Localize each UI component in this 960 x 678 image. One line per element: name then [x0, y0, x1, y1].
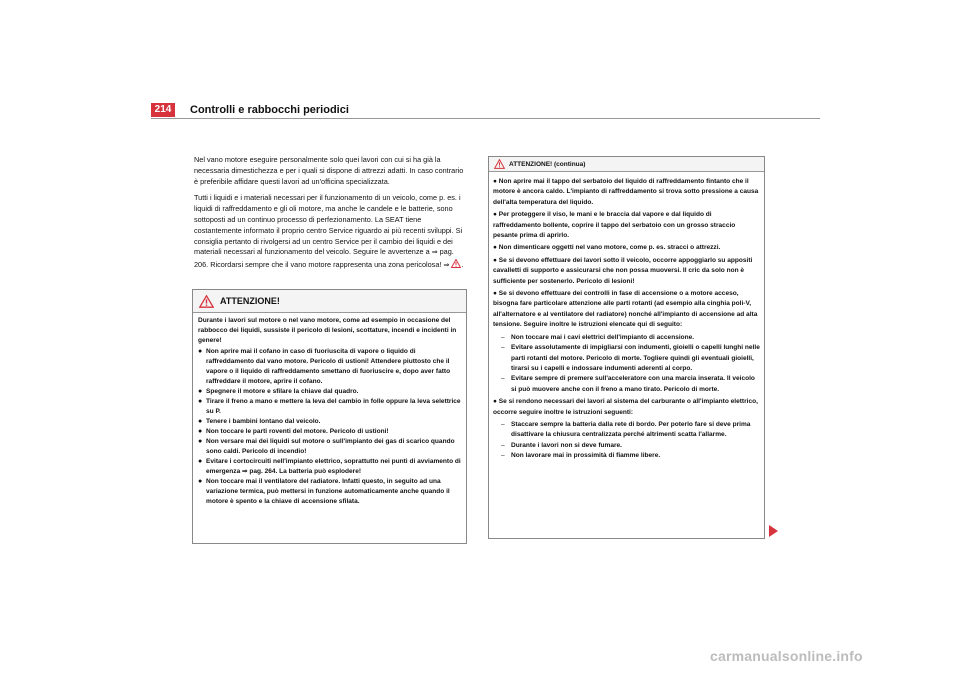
warning-triangle-icon	[199, 295, 214, 308]
warning-sub-item	[493, 451, 760, 461]
warning-sub-text: Non toccare mai i cavi elettrici dell'impianto di accensione.	[511, 333, 695, 341]
page-number: 214	[151, 103, 175, 117]
warning-bullet-text: Non toccare le parti roventi del motore. Pericolo di ustioni!	[206, 428, 389, 435]
bullet-icon: ●	[493, 244, 499, 252]
bullet-icon: ●	[493, 256, 499, 264]
bullet-icon: ●	[198, 348, 203, 355]
arrow-icon: ⇒	[431, 249, 438, 257]
warning-bullet-text: Se si devono effettuare dei lavori sotto il veicolo, occorre appoggiarlo su appositi cavalletti di supporto e assicurarsi che non possa muoversi. Il cric da solo non è sufficiente per sostenerlo. Pericolo di lesioni!	[493, 256, 753, 285]
warning-sub-text: Non lavorare mai in prossimità di fiamme libere.	[511, 452, 661, 460]
intro-text-span: Tutti i liquidi e i materiali necessari per il funzionamento di un veicolo, come p. es. i liquidi di raffreddamento e gli oli motore, ma anche le candele e le batterie, sono sottoposti ad un continuo processo di perfezionamento. La SEAT tiene costantemente informato il proprio centro Service riguardo ai più recenti sviluppi. Si consiglia pertanto di rivolgersi ad un centro Service per il cambio dei liquidi e dei materiali necessari al funzionamento del veicolo. Seguire le avvertenze a	[194, 193, 463, 257]
bullet-icon: ●	[493, 178, 499, 185]
warning-bullet	[493, 289, 760, 331]
bullet-icon: ●	[198, 398, 203, 405]
bullet-icon: ●	[198, 428, 203, 435]
bullet-icon: ●	[198, 478, 203, 485]
dash-icon: –	[501, 375, 505, 383]
watermark: carmanualsonline.info	[710, 648, 863, 664]
warning-continued-header	[489, 157, 764, 172]
warning-sub-item	[493, 420, 760, 441]
warning-bullet-text: Se si rendono necessari dei lavori al sistema del carburante o all'impianto elettrico, occorre seguire inoltre le istruzioni seguenti:	[493, 398, 758, 416]
warning-bullet-text: Per proteggere il viso, le mani e le braccia dal vapore e dal liquido di raffreddamento bollente, coprire il tappo del serbatoio con un grosso straccio pesante prima di aprirlo.	[493, 211, 736, 240]
arrow-icon: ⇒	[443, 262, 450, 270]
warning-sub-text: Evitare sempre di premere sull'acceleratore con una marcia inserata. Il veicolo si può muovere anche con il freno a mano tirato. Pericolo di morte.	[511, 375, 755, 393]
dash-icon: –	[501, 441, 505, 449]
warning-bullet	[493, 210, 760, 241]
warning-bullet	[198, 417, 461, 427]
warning-box	[192, 289, 467, 544]
warning-sub-text: Durante i lavori non si deve fumare.	[511, 441, 622, 449]
warning-bullet-text: Tenere i bambini lontano dal veicolo.	[206, 418, 321, 425]
intro-text-span: .	[461, 260, 464, 270]
bullet-icon: ●	[198, 388, 203, 395]
warning-sub-item	[493, 441, 760, 451]
warning-continued-box	[488, 156, 765, 539]
warning-header	[193, 290, 466, 313]
bullet-icon: ●	[198, 438, 203, 445]
warning-bullet	[493, 177, 760, 208]
intro-text	[194, 155, 469, 278]
warning-sub-item	[493, 343, 760, 374]
dash-icon: –	[501, 344, 505, 352]
warning-continued-title: ATTENZIONE! (continua)	[509, 160, 586, 168]
bullet-icon: ●	[493, 398, 499, 406]
bullet-icon: ●	[493, 211, 499, 219]
warning-bullet-text: Tirare il freno a mano e mettere la leva del cambio in folle oppure la leva selettrice su P.	[206, 398, 461, 415]
warning-bullet	[493, 243, 760, 253]
warning-bullet	[198, 477, 461, 507]
warning-bullet-text: Non dimenticare oggetti nel vano motore, come p. es. stracci o attrezzi.	[498, 244, 721, 252]
bullet-icon: ●	[493, 290, 499, 298]
dash-icon: –	[501, 452, 505, 460]
warning-sub-text: Evitare assolutamente di impigliarsi con indumenti, gioielli o capelli lunghi nelle parti rotanti del motore. Pericolo di morte. Togliere quindi gli eventuali gioielli, tirarsi su i capelli e indossare indumenti aderenti al corpo.	[511, 344, 760, 372]
continue-arrow-icon	[769, 525, 778, 537]
warning-continued-body	[489, 172, 764, 462]
warning-bullet	[198, 427, 461, 437]
warning-bullet-text: Non aprire mai il tappo del serbatoio del liquido di raffreddamento fintanto che il motore è ancora caldo. L'impianto di raffreddamento si trova sotto pressione a causa dell'alta temperatura del liquido.	[493, 178, 759, 206]
warning-bullet	[198, 437, 461, 457]
warning-body	[193, 313, 466, 507]
page-title: Controlli e rabbocchi periodici	[190, 104, 349, 116]
intro-text-span: pag. 206. Ricordarsi sempre che il vano motore rappresenta una zona pericolosa!	[194, 247, 454, 270]
warning-bullet	[493, 256, 760, 287]
warning-bullet-text: Spegnere il motore e sfilare la chiave dal quadro.	[206, 388, 359, 395]
bullet-icon: ●	[198, 458, 203, 465]
bullet-icon: ●	[198, 418, 203, 425]
dash-icon: –	[501, 333, 505, 341]
warning-bullet	[198, 457, 461, 477]
warning-bullet-text: Non versare mai dei liquidi sul motore o sull'impianto dei gas di scarico quando sono caldi. Pericolo di incendio!	[206, 438, 455, 455]
warning-sub-item	[493, 374, 760, 395]
warning-sub-text: Staccare sempre la batteria dalla rete di bordo. Per poterlo fare si deve prima disattivare la chiusura centralizzata perché altrimenti scatta l'allarme.	[511, 420, 751, 439]
warning-triangle-icon	[451, 259, 464, 270]
warning-triangle-icon	[494, 159, 505, 169]
warning-bullet-text: Non toccare mai il ventilatore del radiatore. Infatti questo, in seguito ad una variazione termica, può mettersi in funzione automaticamente anche quando il motore è spento e la chiave di accensione sfilata.	[206, 478, 450, 505]
warning-sub-item	[493, 333, 760, 343]
warning-intro: Durante i lavori sul motore o nel vano motore, come ad esempio in occasione del rabbocco dei liquidi, sussiste il pericolo di lesioni, scottature, incendi e incidenti in genere!	[198, 317, 457, 344]
intro-paragraph	[194, 193, 469, 272]
warning-bullet	[493, 397, 760, 418]
warning-bullet	[198, 387, 461, 397]
warning-bullet-text: Se si devono effettuare dei controlli in fase di accensione o a motore acceso, bisogna fare particolare attenzione alle parti rotanti (ad esempio alla cinghia poli-V, all'alternatore e al ventilatore del radiatore) nonché all'impianto di accensione ad alta tensione. Seguire inoltre le istruzioni elencate qui di seguito:	[493, 290, 758, 329]
dash-icon: –	[501, 420, 505, 428]
warning-bullet-text: Evitare i cortocircuiti nell'impianto elettrico, soprattutto nei punti di avviamento di emergenza ⇒ pag. 264. La batteria può esplodere!	[206, 458, 461, 475]
warning-bullet	[198, 397, 461, 417]
intro-paragraph: Nel vano motore eseguire personalmente solo quei lavori con cui si ha già la necessaria dimestichezza e per i quali si dispone di attrezzi adatti. In caso contrario è preferibile affidare questi lavori ad un'officina specializzata.	[194, 155, 464, 186]
warning-bullet-text: Non aprire mai il cofano in caso di fuoriuscita di vapore o liquido di raffreddamento dal vano motore. Pericolo di ustioni! Attendere piuttosto che il vapore o il liquido di raffreddamento smettano di fuoriuscire e, dopo aver fatto raffreddare il motore, aprire il cofano.	[206, 348, 451, 385]
warning-title: ATTENZIONE!	[220, 296, 280, 306]
header-divider	[151, 118, 820, 119]
warning-bullet	[198, 347, 461, 387]
